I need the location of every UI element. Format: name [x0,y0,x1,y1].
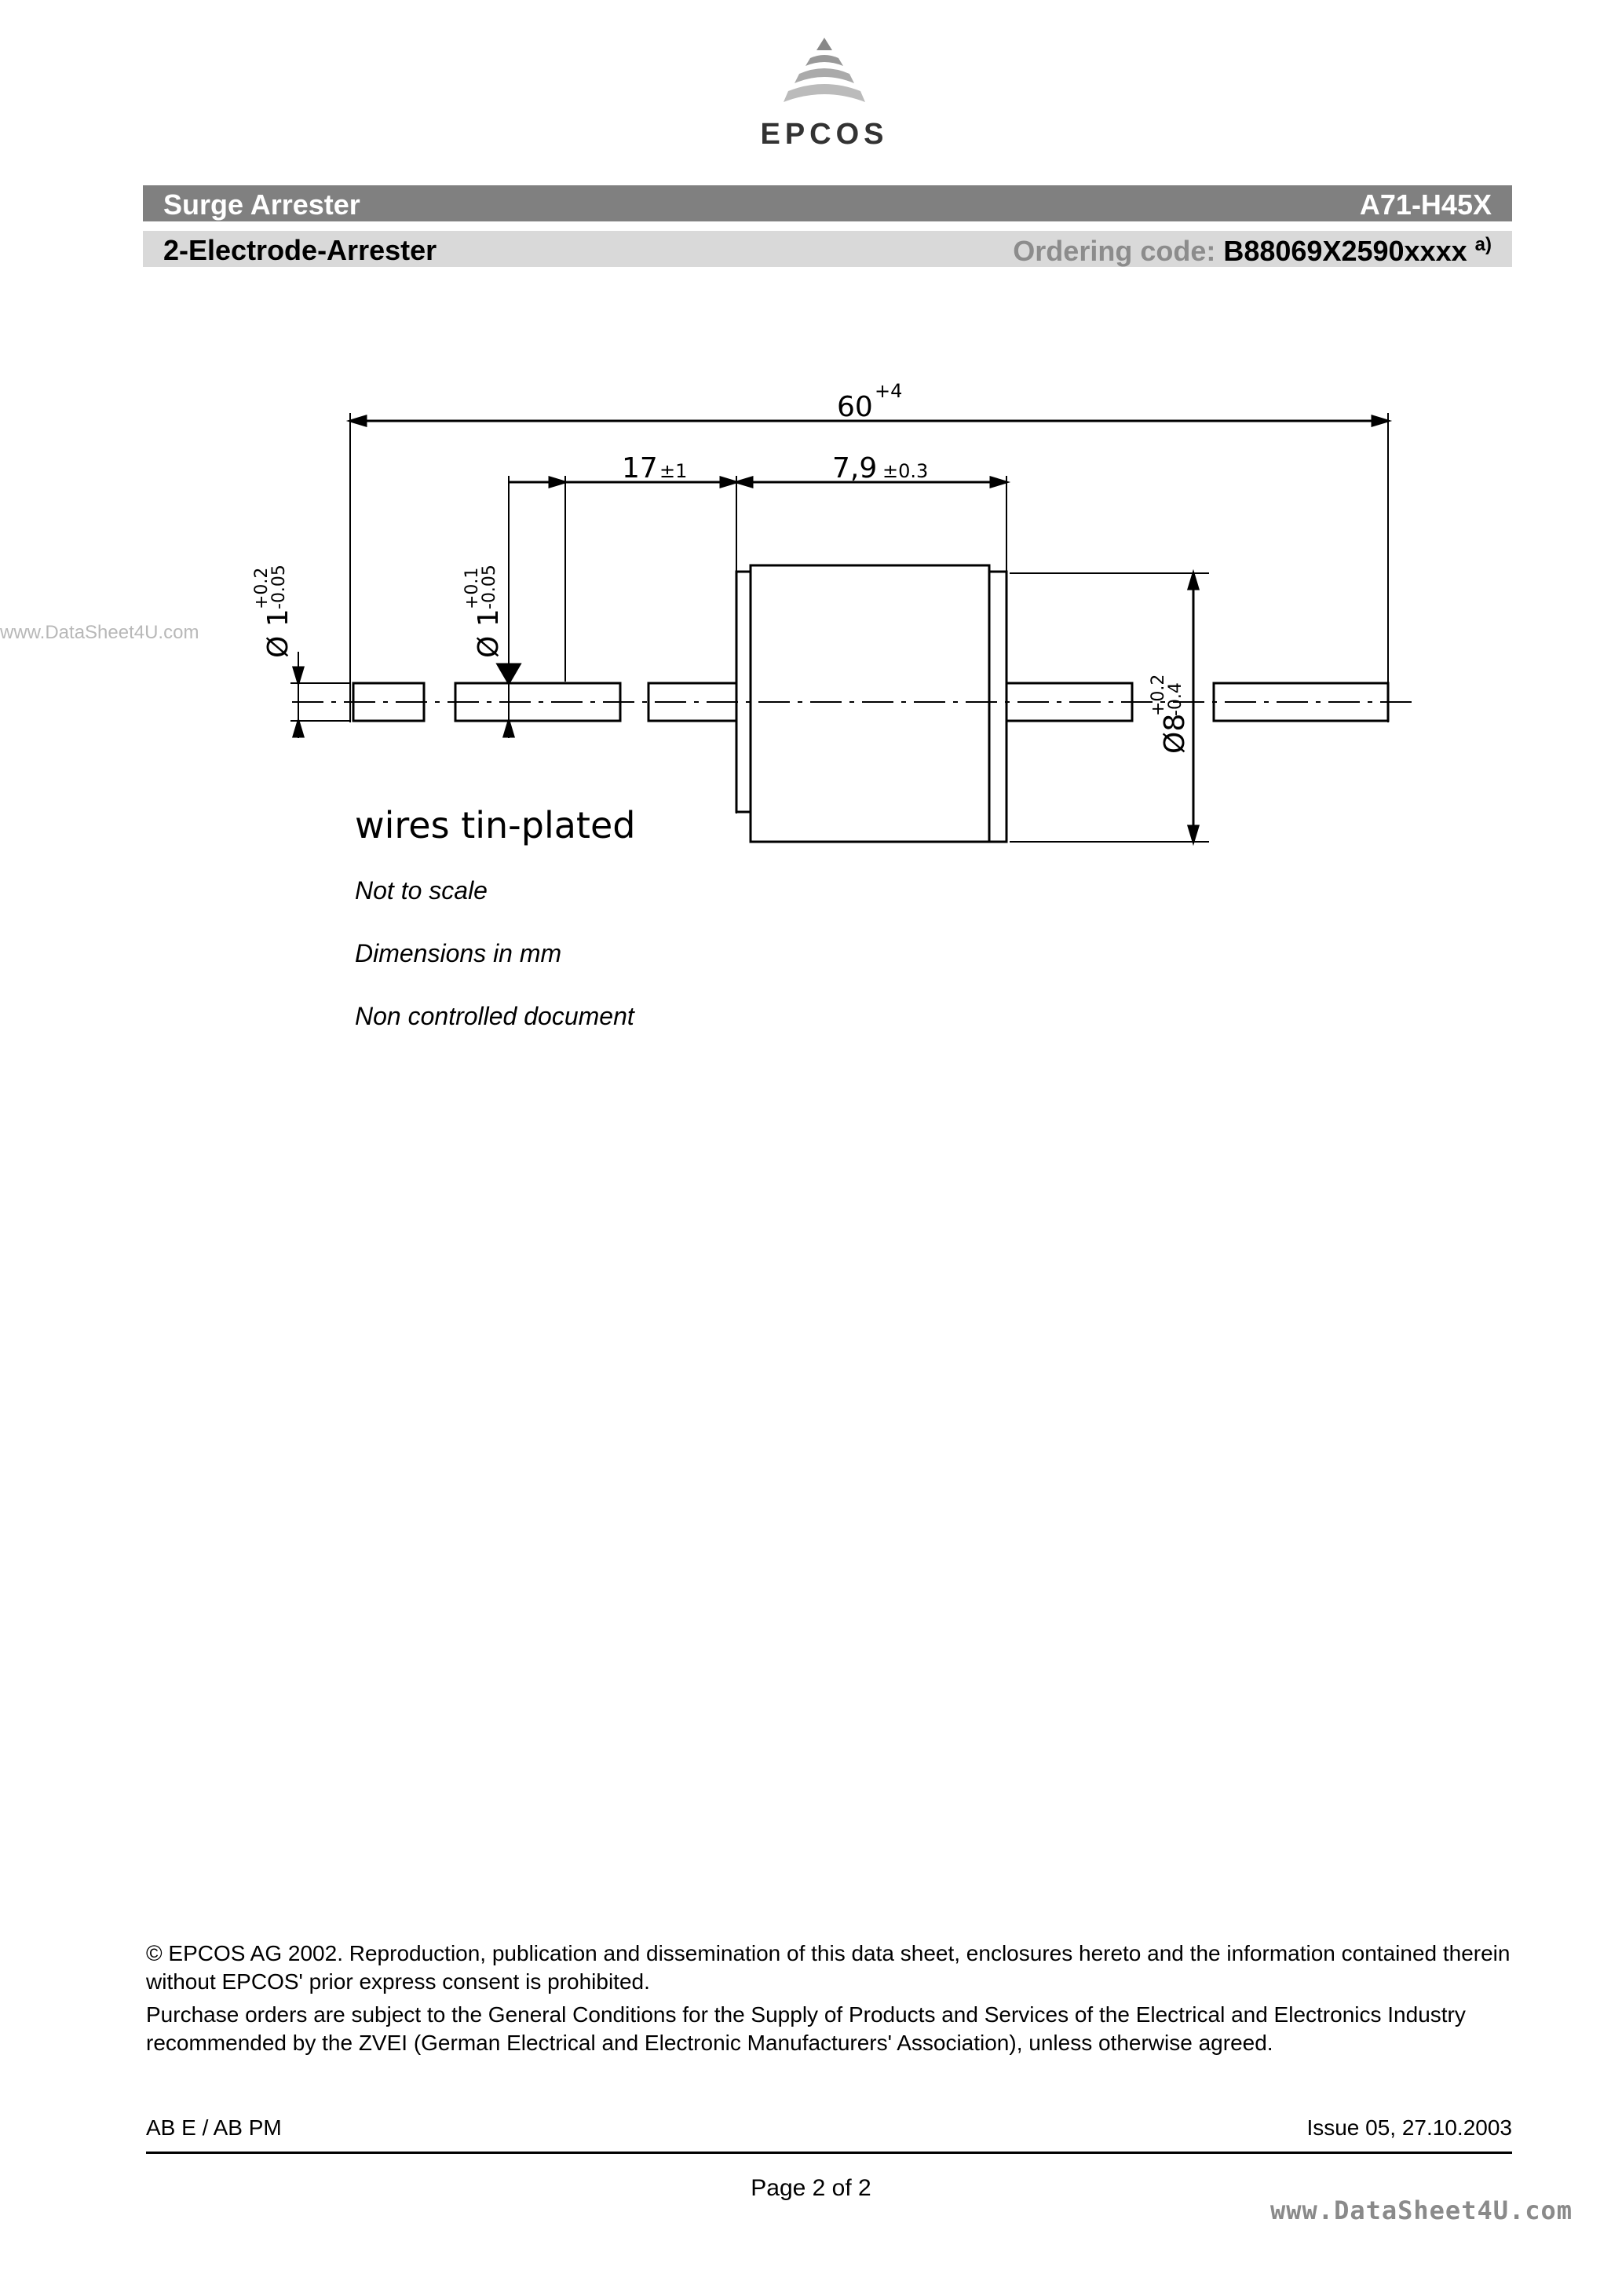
watermark-bottom: www.DataSheet4U.com [1270,2195,1573,2225]
dimension-drawing [236,361,1429,864]
dim-wire-tol: ±1 [659,460,688,482]
dia-mid-label: Ø 1 [473,609,505,658]
wires-note: wires tin-plated [355,804,636,846]
dim-wire-label: 17 [622,452,658,484]
body-flange-right [989,572,1006,842]
dia-mid-tol-dn: -0.05 [480,565,499,609]
dim-total-tol: +4 [875,380,903,402]
body-cylinder [751,565,989,842]
dim-body-label: 7,9 [832,452,878,484]
units-note: Dimensions in mm [355,939,562,967]
body-flange-left [736,572,751,812]
ordering-code-value: B88069X2590xxxx [1223,235,1467,267]
ordering-code [1013,234,1492,268]
dia-body-tol-up: +0.2 [1149,674,1168,716]
dia-left-tol-dn: -0.05 [269,565,289,609]
dim-total-label: 60 [837,391,873,423]
dia-left-label: Ø 1 [262,609,294,658]
ordering-code-label: Ordering code: [1013,235,1216,267]
header-bar-title [143,185,1512,221]
header-bar-subtitle [143,231,1512,267]
scale-note: Not to scale [355,876,488,905]
page-subtitle: 2-Electrode-Arrester [163,234,437,266]
purchase-terms-text: Purchase orders are subject to the General Conditions for the Supply of Products and Services of the Electrical and Electronics Industry recommended by the ZVEI (German Electrical and Electronic Manufacturers' Association), unless otherwise agreed. [146,2002,1466,2055]
dia-left-tol-up: +0.2 [252,567,272,609]
logo-text: EPCOS [760,118,889,151]
type-code: A71-H45X [1359,188,1492,221]
dim-body-tol: ±0.3 [882,460,929,482]
copyright-text: © EPCOS AG 2002. Reproduction, publication and dissemination of this data sheet, enclosures hereto and the information contained therein without EPCOS' prior express consent is prohibited. [146,1941,1511,1994]
control-note: Non controlled document [355,1002,634,1030]
watermark-side: www.DataSheet4U.com [0,622,199,643]
department-code: AB E / AB PM [146,2115,282,2140]
page-number: Page 2 of 2 [751,2175,871,2201]
footer-divider [146,2152,1512,2154]
page-title: Surge Arrester [163,188,360,221]
ordering-footnote: a) [1474,234,1492,255]
dia-body-tol-dn: -0.4 [1166,682,1185,716]
dia-body-label: Ø8 [1159,713,1191,754]
dia-mid-tol-up: +0.1 [462,567,482,609]
wire-left-mid [455,683,620,721]
issue-date: Issue 05, 27.10.2003 [1306,2115,1512,2140]
